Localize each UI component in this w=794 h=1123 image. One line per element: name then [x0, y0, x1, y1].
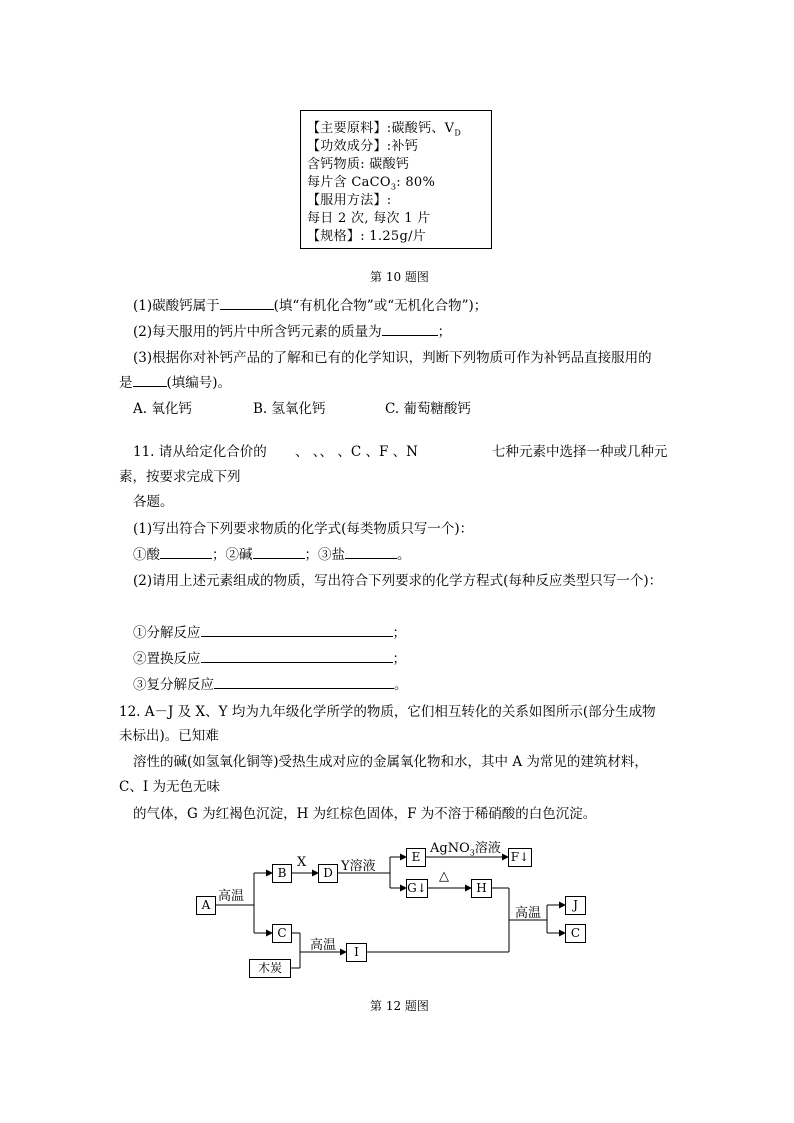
node-h: H: [471, 879, 492, 898]
q10-option-b: B. 氢氧化钙: [253, 401, 326, 417]
node-f: F↓: [508, 848, 532, 867]
node-c2: C: [565, 924, 586, 943]
node-g: G↓: [406, 879, 428, 898]
label-caco3-content: 每片含 CaCO$_3$: 80%: [307, 175, 436, 192]
q10-sub3-line2: 是 (填编号)。: [119, 371, 231, 391]
q12-line2: 未标出)。已知难: [119, 728, 219, 744]
q11-line2: 素，按要求完成下列: [119, 469, 241, 485]
label-calcium-substance: 含钙物质: 碳酸钙: [307, 157, 410, 172]
q10-option-c: C. 葡萄糖酸钙: [385, 401, 471, 417]
q12-line3: 溶性的碱(如氢氧化铜等)受热生成对应的金属氧化物和水，其中 A 为常见的建筑材料，: [133, 754, 648, 770]
label-active-ingredient: 【功效成分】:补钙: [307, 139, 419, 154]
label-agno3-solution: AgNO$_3$溶液: [430, 841, 501, 858]
q11-sub2: (2)请用上述元素组成的物质，写出符合下列要求的化学方程式(每种反应类型只写一个)：: [133, 573, 663, 589]
label-high-temp-out: 高温: [515, 906, 542, 921]
label-x: X: [297, 855, 307, 870]
q11-line1-elements: 、 、、 、C 、F 、N: [295, 444, 418, 460]
label-main-ingredients: 【主要原料】:碳酸钙、$V_D$: [307, 121, 462, 138]
q10-option-a: A. 氧化钙: [133, 401, 192, 417]
figure-caption-q10: 第 10 题图: [370, 270, 429, 284]
node-a: A: [196, 896, 216, 915]
node-charcoal: 木炭: [249, 959, 291, 978]
node-d: D: [318, 864, 338, 883]
q12-line1: 12. A－J 及 X、Y 均为九年级化学所学的物质，它们相互转化的关系如图所示(部分生成物: [119, 704, 656, 720]
q10-sub3-line1: (3)根据你对补钙产品的了解和已有的化学知识，判断下列物质可作为补钙品直接服用的: [133, 350, 652, 366]
q11-replacement: ②置换反应 ；: [133, 647, 406, 667]
label-y-solution: Y溶液: [341, 859, 376, 874]
label-high-temp-i: 高温: [310, 938, 337, 953]
q12-line4: C、I 为无色无味: [119, 779, 220, 795]
label-specification: 【规格】: 1.25g/片: [307, 229, 427, 244]
node-j: J: [565, 896, 586, 915]
node-b: B: [272, 864, 292, 883]
label-usage-heading: 【服用方法】:: [307, 193, 392, 208]
node-c: C: [272, 924, 292, 943]
q11-line1-intro: 11. 请从给定化合价的: [133, 444, 267, 460]
node-i: I: [346, 943, 367, 962]
node-e: E: [406, 848, 426, 867]
label-heat: △: [439, 869, 449, 884]
q11-line3: 各题。: [133, 494, 174, 510]
q11-line1-end: 七种元素中选择一种或几种元: [492, 444, 668, 460]
q12-line5: 的气体，G 为红褐色沉淀，H 为红棕色固体，F 为不溶于稀硝酸的白色沉淀。: [133, 806, 597, 822]
label-usage-dose: 每日 2 次, 每次 1 片: [307, 211, 431, 226]
q11-formula-row: ①酸 ；②碱 ；③盐 。: [133, 543, 411, 563]
q11-sub1: (1)写出符合下列要求物质的化学式(每类物质只写一个)：: [133, 521, 474, 537]
q10-sub2: (2)每天服用的钙片中所含钙元素的质量为 ；: [133, 320, 451, 340]
figure-caption-q12: 第 12 题图: [370, 999, 429, 1013]
label-high-temp-a: 高温: [218, 889, 245, 904]
q11-decomposition: ①分解反应 ；: [133, 621, 406, 641]
q11-double-decomposition: ③复分解反应 。: [133, 673, 408, 693]
q10-sub1: (1)碳酸钙属于 (填“有机化合物”或“无机化合物”)；: [133, 294, 487, 314]
